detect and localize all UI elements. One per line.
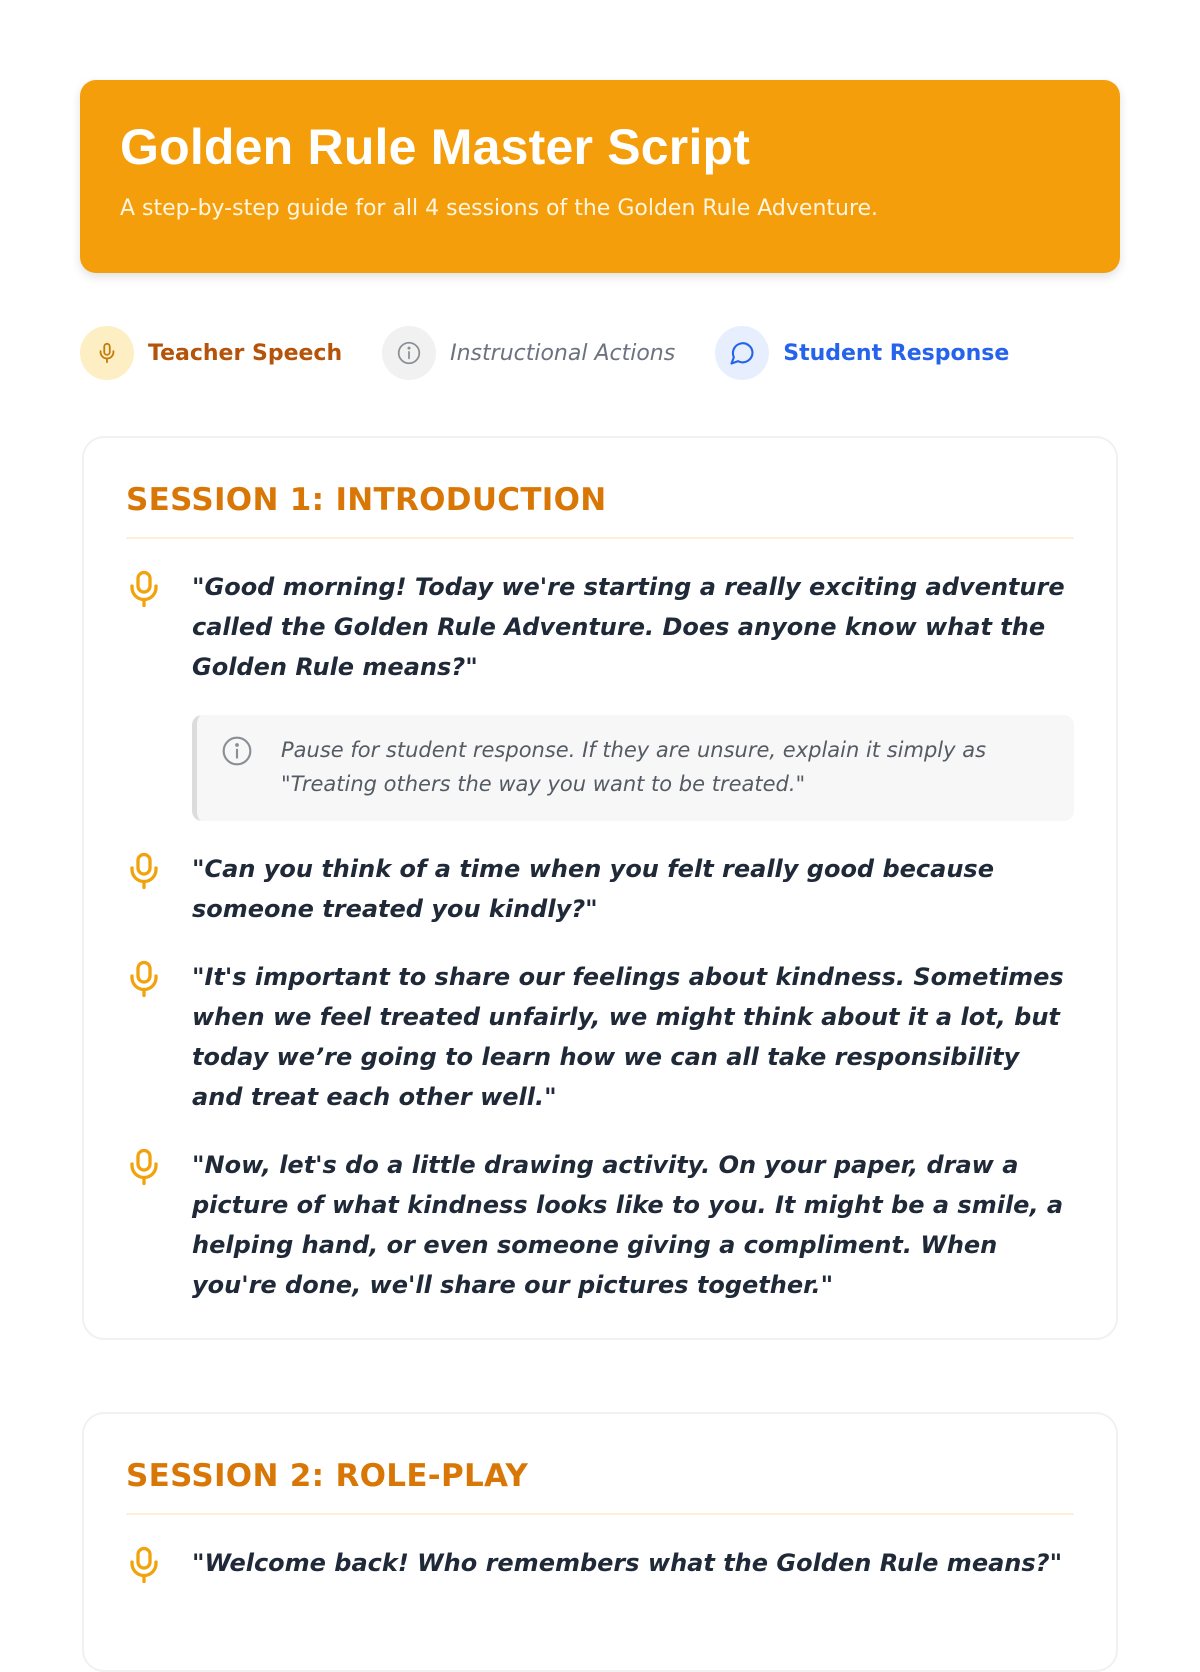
microphone-icon — [126, 569, 162, 609]
instructional-action-text: Pause for student response. If they are unsure, explain it simply as "Treating others the way you want to be treated." — [281, 738, 987, 796]
teacher-speech-item — [126, 1543, 1074, 1585]
teacher-speech-text: "Welcome back! Who remembers what the Golden Rule means?" — [192, 1549, 1063, 1577]
teacher-speech-item — [126, 957, 1074, 1117]
microphone-icon — [126, 1147, 162, 1187]
session-card-2 — [82, 1412, 1118, 1672]
legend-item-student-response — [715, 326, 1009, 380]
info-icon — [221, 735, 253, 767]
session-title: SESSION 1: INTRODUCTION — [126, 438, 1074, 539]
instructional-action-item — [192, 715, 1074, 821]
legend-item-teacher-speech — [80, 326, 342, 380]
legend — [80, 326, 1049, 380]
microphone-icon — [126, 1545, 162, 1585]
page-title: Golden Rule Master Script — [120, 119, 751, 175]
legend-label-teacher-speech: Teacher Speech — [148, 340, 343, 366]
session-card-1 — [82, 436, 1118, 1340]
teacher-speech-text: "Good morning! Today we're starting a really exciting adventure called the Golden Rule Adventure. Does anyone know what the Golden Rule means?" — [192, 573, 1065, 681]
teacher-speech-item — [126, 567, 1074, 687]
legend-item-instructional-actions — [382, 326, 675, 380]
teacher-speech-text: "It's important to share our feelings about kindness. Sometimes when we feel treated unfairly, we might think about it a lot, but today we’re going to learn how we can all take responsibility and treat each other well." — [192, 963, 1064, 1111]
teacher-speech-item — [126, 1145, 1074, 1305]
microphone-icon — [126, 851, 162, 891]
teacher-speech-text: "Now, let's do a little drawing activity. On your paper, draw a picture of what kindness looks like to you. It might be a smile, a helping hand, or even someone giving a compliment. When you're done, we'll share our pictures together." — [192, 1151, 1064, 1299]
chat-bubble-icon — [715, 326, 769, 380]
microphone-icon — [80, 326, 134, 380]
info-icon — [382, 326, 436, 380]
teacher-speech-item — [126, 849, 1074, 929]
legend-label-student-response: Student Response — [783, 340, 1010, 366]
legend-label-instructional-actions: Instructional Actions — [450, 340, 676, 366]
teacher-speech-text: "Can you think of a time when you felt really good because someone treated you kindly?" — [192, 855, 994, 923]
page-header — [80, 80, 1120, 273]
page-subtitle: A step-by-step guide for all 4 sessions of the Golden Rule Adventure. — [120, 196, 879, 221]
session-title: SESSION 2: ROLE-PLAY — [126, 1414, 1074, 1515]
microphone-icon — [126, 959, 162, 999]
